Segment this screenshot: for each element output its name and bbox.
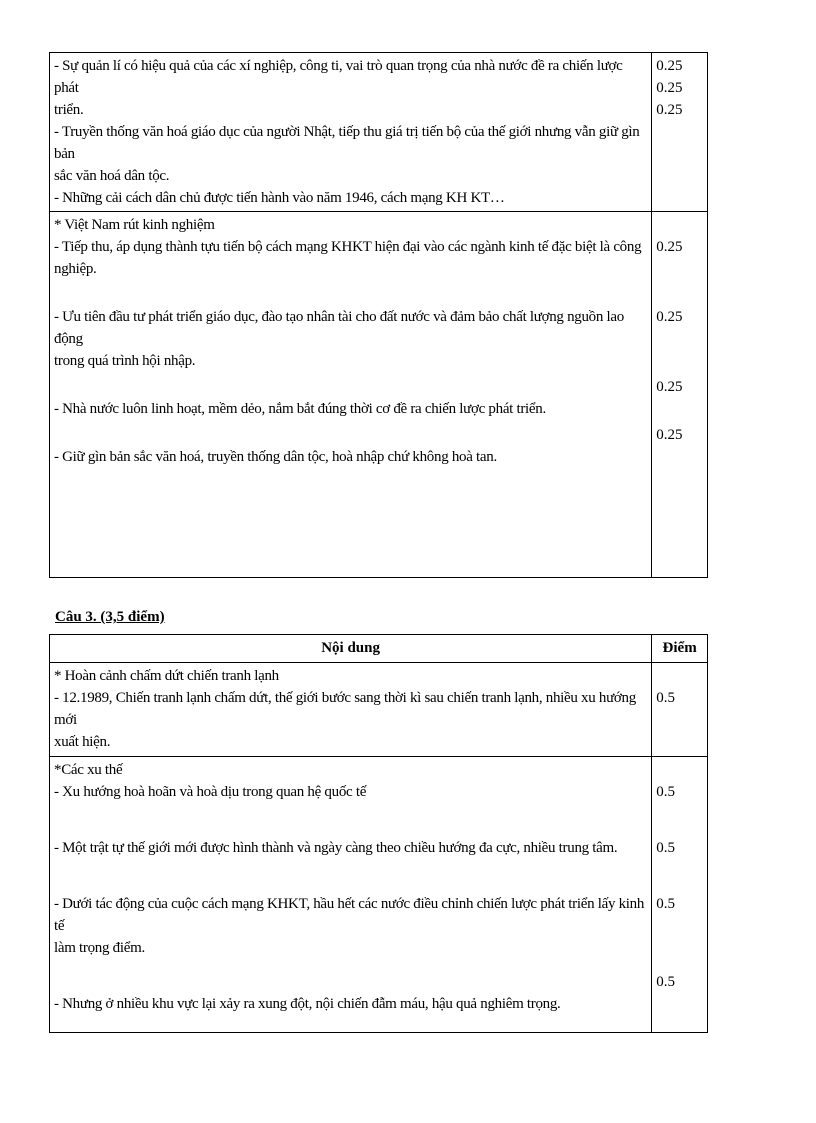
content-line: - Tiếp thu, áp dụng thành tựu tiến bộ cách mạng KHKT hiện đại vào các ngành kinh tế đặc biệt là công (54, 239, 642, 255)
content-line: - Dưới tác động của cuộc cách mạng KHKT, hầu hết các nước điều chỉnh chiến lược phát triển lấy kinh tế (54, 896, 648, 934)
content-line: xuất hiện. (54, 734, 111, 750)
column-header-score: Điểm (652, 635, 708, 663)
content-cell (50, 757, 652, 1033)
content-line: - 12.1989, Chiến tranh lạnh chấm dứt, thế giới bước sang thời kì sau chiến tranh lạnh, nhiều xu hướng mới (54, 690, 640, 728)
content-line: - Xu hướng hoà hoãn và hoà dịu trong quan hệ quốc tế (54, 784, 367, 800)
table-row (50, 212, 708, 578)
score-value: 0.25 (656, 80, 683, 96)
answer-table-question3 (49, 634, 708, 1033)
table-header-row (50, 635, 708, 663)
content-cell (50, 663, 652, 757)
answer-table-question2 (49, 52, 708, 578)
score-cell (652, 757, 708, 1033)
content-line: triển. (54, 102, 84, 118)
content-line: - Một trật tự thế giới mới được hình thành và ngày càng theo chiều hướng đa cực, nhiều trung tâm. (54, 840, 618, 856)
score-value: 0.5 (656, 974, 675, 990)
score-value: 0.5 (656, 690, 675, 706)
content-line: - Ưu tiên đầu tư phát triển giáo dục, đào tạo nhân tài cho đất nước và đảm bảo chất lượng nguồn lao động (54, 309, 628, 347)
content-line: làm trọng điểm. (54, 940, 145, 956)
content-cell (50, 53, 652, 212)
score-value: 0.25 (656, 239, 683, 255)
score-cell (652, 663, 708, 757)
score-cell (652, 53, 708, 212)
content-line: sắc văn hoá dân tộc. (54, 168, 170, 184)
score-value: 0.25 (656, 309, 683, 325)
content-line: - Giữ gìn bản sắc văn hoá, truyền thống dân tộc, hoà nhập chứ không hoà tan. (54, 449, 497, 465)
section-heading: * Việt Nam rút kinh nghiệm (54, 217, 215, 233)
table-row (50, 757, 708, 1033)
content-line: - Nhà nước luôn linh hoạt, mềm dẻo, nắm bắt đúng thời cơ đề ra chiến lược phát triển. (54, 401, 546, 417)
score-value: 0.5 (656, 896, 675, 912)
score-value: 0.25 (656, 379, 683, 395)
section-heading: *Các xu thế (54, 762, 123, 778)
table-row (50, 663, 708, 757)
section-heading: * Hoàn cảnh chấm dứt chiến tranh lạnh (54, 668, 279, 684)
content-line: nghiệp. (54, 261, 97, 277)
question-heading: Câu 3. (3,5 điểm) (55, 609, 165, 625)
score-value: 0.5 (656, 840, 675, 856)
content-line: - Những cải cách dân chủ được tiến hành vào năm 1946, cách mạng KH KT… (54, 190, 505, 206)
score-value: 0.5 (656, 784, 675, 800)
content-line: - Nhưng ở nhiều khu vực lại xảy ra xung đột, nội chiến đẫm máu, hậu quả nghiêm trọng. (54, 996, 561, 1012)
content-line: - Sự quản lí có hiệu quả của các xí nghiệp, công ti, vai trò quan trọng của nhà nước đề ra chiến lược phát (54, 58, 626, 96)
column-header-content: Nội dung (50, 635, 652, 663)
score-value: 0.25 (656, 427, 683, 443)
content-line: trong quá trình hội nhập. (54, 353, 196, 369)
table-row (50, 53, 708, 212)
content-cell (50, 212, 652, 578)
content-line: - Truyền thống văn hoá giáo dục của người Nhật, tiếp thu giá trị tiến bộ của thế giới nhưng vẫn giữ gìn bản (54, 124, 643, 162)
score-value: 0.25 (656, 58, 683, 74)
score-cell (652, 212, 708, 578)
score-value: 0.25 (656, 102, 683, 118)
